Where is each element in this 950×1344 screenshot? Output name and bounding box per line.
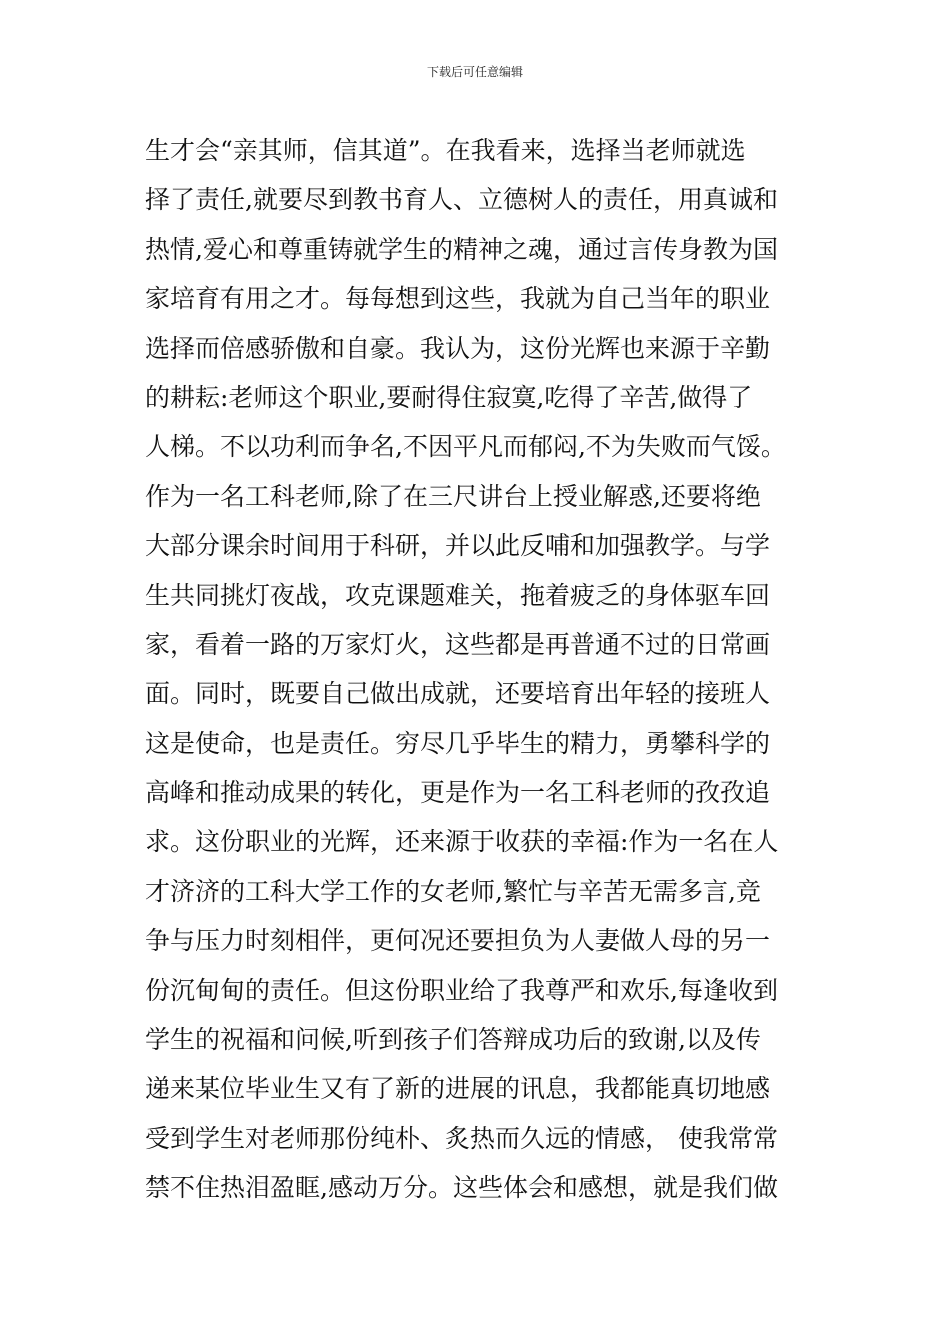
text-line: 份沉甸甸的责任。但这份职业给了我尊严和欢乐,每逢收到: [145, 975, 778, 1005]
text-line: 家培育有用之才。每每想到这些，我就为自己当年的职业: [145, 284, 771, 314]
text-line: 作为一名工科老师,除了在三尺讲台上授业解惑,还要将绝: [145, 481, 761, 511]
text-line: 求。这份职业的光辉，还来源于收获的幸福:作为一名在人: [145, 827, 779, 857]
text-line: 高峰和推动成果的转化，更是作为一名工科老师的孜孜追: [145, 778, 771, 808]
text-line: 的耕耘:老师这个职业,要耐得住寂寞,吃得了辛苦,做得了: [145, 382, 753, 412]
text-line: 择了责任,就要尽到教书育人、立德树人的责任，用真诚和: [145, 185, 778, 215]
text-line: 人梯。不以功利而争名,不因平凡而郁闷,不为失败而气馁。: [145, 432, 786, 462]
text-line: 生共同挑灯夜战，攻克课题难关，拖着疲乏的身体驱车回: [145, 580, 771, 610]
text-line: 面。同时，既要自己做出成就，还要培育出年轻的接班人: [145, 679, 771, 709]
text-line: 选择而倍感骄傲和自豪。我认为，这份光辉也来源于辛勤: [145, 333, 771, 363]
text-line: 才济济的工科大学工作的女老师,繁忙与辛苦无需多言,竞: [145, 876, 761, 906]
page-header-note: 下载后可任意编辑: [426, 65, 523, 79]
text-line: 学生的祝福和问候,听到孩子们答辩成功后的致谢,以及传: [145, 1025, 761, 1055]
text-line: 生才会“亲其师，信其道”。在我看来，选择当老师就选: [145, 136, 746, 165]
text-line: 这是使命，也是责任。穷尽几乎毕生的精力，勇攀科学的: [145, 728, 771, 758]
body-paragraph: [145, 126, 825, 1213]
text-line: 受到学生对老师那份纯朴、炙热而久远的情感， 使我常常: [145, 1123, 778, 1153]
text-line: 大部分课余时间用于科研，并以此反哺和加强教学。与学: [145, 531, 771, 561]
text-line: 禁不住热泪盈眶,感动万分。这些体会和感想，就是我们做: [145, 1173, 778, 1203]
text-line: 热情,爱心和尊重铸就学生的精神之魂，通过言传身教为国: [145, 234, 778, 264]
text-line: 家，看着一路的万家灯火，这些都是再普通不过的日常画: [145, 629, 771, 659]
text-line: 递来某位毕业生又有了新的进展的讯息，我都能真切地感: [145, 1074, 771, 1104]
text-line: 争与压力时刻相伴，更何况还要担负为人妻做人母的另一: [145, 926, 771, 956]
